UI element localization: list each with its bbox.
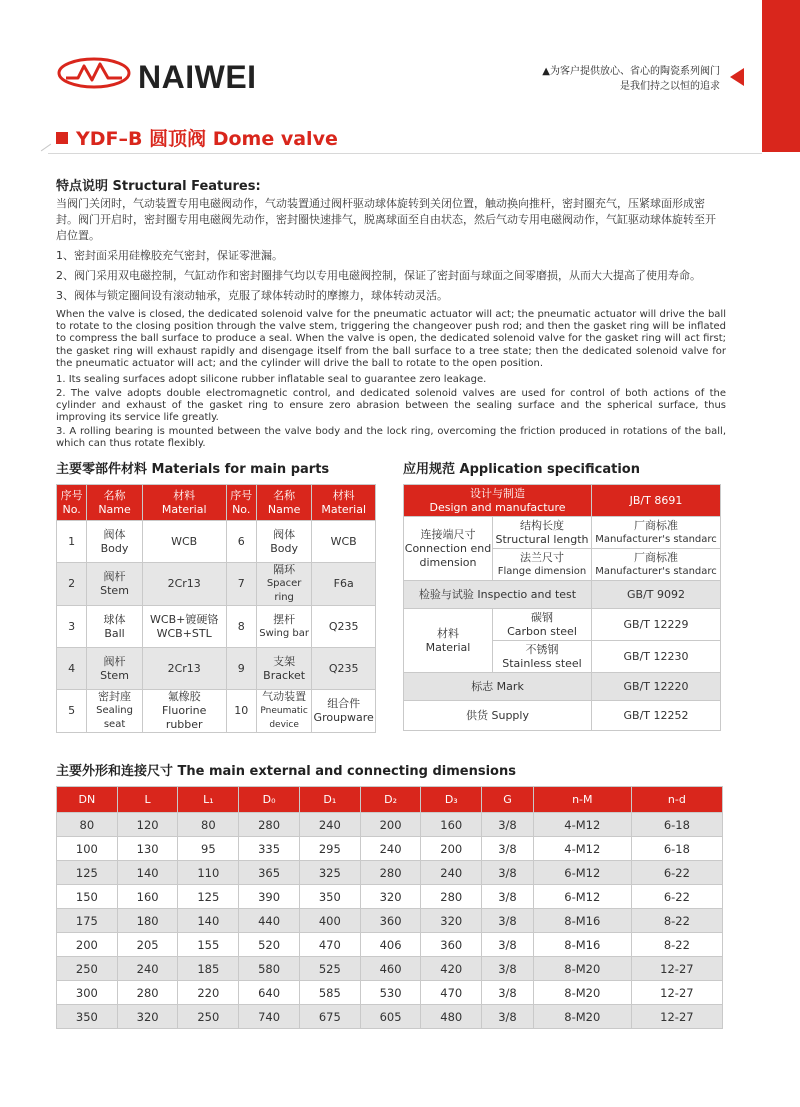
table-cell: 440 [239, 909, 300, 933]
dimensions-heading: 主要外形和连接尺寸 The main external and connecting dimensions [56, 764, 516, 779]
table-cell: 7 [226, 563, 256, 606]
table-cell: 气动装置 Pneumatic device [256, 690, 312, 733]
table-cell: 295 [299, 837, 360, 861]
table-row [57, 837, 723, 861]
table-cell: 240 [360, 837, 421, 861]
table-cell: 480 [421, 1005, 482, 1029]
table-cell: 585 [299, 981, 360, 1005]
table-cell: 6-M12 [533, 885, 631, 909]
table-cell: 250 [178, 1005, 239, 1029]
table-cell: 3/8 [482, 957, 534, 981]
table-cell: 150 [57, 885, 118, 909]
features-cn-point-3: 3、阀体与锁定圈间设有滚动轴承，克服了球体转动时的摩擦力，球体转动灵活。 [56, 289, 448, 302]
dimensions-header-row [57, 787, 723, 813]
col-header: 序号 No. [57, 485, 87, 521]
table-cell: 8-22 [631, 909, 722, 933]
col-header: D₁ [299, 787, 360, 813]
col-header: L [117, 787, 178, 813]
table-cell: 200 [421, 837, 482, 861]
table-cell: 4-M12 [533, 813, 631, 837]
table-cell: 8-M20 [533, 1005, 631, 1029]
divider-tick [41, 144, 51, 152]
table-cell: 250 [57, 957, 118, 981]
table-cell: 140 [117, 861, 178, 885]
divider [48, 153, 762, 154]
brand-name: NAIWEI [138, 59, 257, 95]
red-corner-bar [762, 0, 800, 152]
table-cell: 8 [226, 606, 256, 648]
table-row [404, 609, 721, 641]
table-cell: GB/T 12230 [592, 641, 721, 673]
table-cell: 3 [57, 606, 87, 648]
table-cell: GB/T 12220 [592, 673, 721, 701]
table-cell: 160 [117, 885, 178, 909]
table-cell: 9 [226, 648, 256, 690]
table-cell: 设计与制造 Design and manufacture [404, 485, 592, 517]
table-cell: 350 [57, 1005, 118, 1029]
table-cell: 8-M16 [533, 909, 631, 933]
table-cell: 120 [117, 813, 178, 837]
table-cell: 碳钢 Carbon steel [493, 609, 592, 641]
brand-logo [56, 56, 306, 96]
table-cell: 175 [57, 909, 118, 933]
table-cell: 360 [360, 909, 421, 933]
table-cell: 160 [421, 813, 482, 837]
table-cell: 隔环 Spacer ring [256, 563, 312, 606]
table-cell: 740 [239, 1005, 300, 1029]
table-cell: 280 [117, 981, 178, 1005]
table-row [404, 581, 721, 609]
table-cell: 180 [117, 909, 178, 933]
table-row [57, 909, 723, 933]
col-header: 名称 Name [87, 485, 143, 521]
table-cell: 200 [57, 933, 118, 957]
table-cell: 阀杆 Stem [87, 563, 143, 606]
table-cell: 320 [360, 885, 421, 909]
table-cell: 520 [239, 933, 300, 957]
table-cell: 3/8 [482, 837, 534, 861]
table-cell: 6 [226, 521, 256, 563]
slogan [542, 64, 720, 94]
table-cell: F6a [312, 563, 376, 606]
table-cell: 390 [239, 885, 300, 909]
table-row [57, 933, 723, 957]
features-cn-point-1: 1、密封面采用硅橡胶充气密封，保证零泄漏。 [56, 249, 283, 262]
table-cell: WCB+镀硬铬 WCB+STL [142, 606, 226, 648]
features-en-point-2: 2. The valve adopts double electromagnetic control, and dedicated solenoid valves are used for control of both actions of the cylinder and exhaust of the gasket ring to ensure zero abrasion between the sealing surface and the spherical surface, thus improving its service life greatly. [56, 388, 726, 424]
table-cell: 2 [57, 563, 87, 606]
table-cell: 420 [421, 957, 482, 981]
table-cell: 支架 Bracket [256, 648, 312, 690]
table-cell: 240 [117, 957, 178, 981]
table-cell: 6-M12 [533, 861, 631, 885]
red-triangle-icon [730, 68, 744, 86]
table-cell: 605 [360, 1005, 421, 1029]
table-cell: 厂商标准 Manufacturer's standarc [592, 517, 721, 549]
table-cell: 335 [239, 837, 300, 861]
table-cell: 2Cr13 [142, 563, 226, 606]
square-bullet-icon [56, 132, 68, 144]
col-header: D₃ [421, 787, 482, 813]
col-header: D₂ [360, 787, 421, 813]
table-cell: 350 [299, 885, 360, 909]
table-cell: 3/8 [482, 885, 534, 909]
table-cell: 3/8 [482, 933, 534, 957]
table-cell: 80 [57, 813, 118, 837]
table-cell: 1 [57, 521, 87, 563]
table-cell: 8-22 [631, 933, 722, 957]
table-cell: 580 [239, 957, 300, 981]
table-cell: 4-M12 [533, 837, 631, 861]
table-cell: 检验与试验 Inspectio and test [404, 581, 592, 609]
col-header: n-M [533, 787, 631, 813]
table-cell: 525 [299, 957, 360, 981]
table-cell: 100 [57, 837, 118, 861]
table-cell: 205 [117, 933, 178, 957]
table-cell: Q235 [312, 648, 376, 690]
table-row [57, 813, 723, 837]
table-cell: GB/T 9092 [592, 581, 721, 609]
table-cell: JB/T 8691 [592, 485, 721, 517]
table-cell: 密封座 Sealing seat [87, 690, 143, 733]
materials-heading: 主要零部件材料 Materials for main parts [56, 462, 330, 477]
table-cell: 厂商标准 Manufacturer's standarc [592, 549, 721, 581]
table-cell: GB/T 12229 [592, 609, 721, 641]
col-header: n-d [631, 787, 722, 813]
materials-header-row [57, 485, 376, 521]
table-cell: 连接端尺寸 Connection end dimension [404, 517, 493, 581]
col-header: D₀ [239, 787, 300, 813]
table-row [57, 957, 723, 981]
features-cn-intro: 当阀门关闭时，气动装置专用电磁阀动作，气动装置通过阀杆驱动球体旋转到关闭位置，触动换向推杆，密封圈充气，压紧球面形成密封。阀门开启时，密封圈专用电磁阀先动作，密封圈快速排气，脱离球面至自由状态，然后气动专用电磁阀动作，气缸驱动球体旋转至开启位置。 [56, 197, 716, 242]
table-cell: 5 [57, 690, 87, 733]
table-cell: 3/8 [482, 909, 534, 933]
table-row [404, 673, 721, 701]
table-cell: 125 [178, 885, 239, 909]
table-cell: 125 [57, 861, 118, 885]
table-cell: WCB [142, 521, 226, 563]
table-cell: 3/8 [482, 813, 534, 837]
table-row [57, 1005, 723, 1029]
table-cell: GB/T 12252 [592, 701, 721, 731]
table-cell: 325 [299, 861, 360, 885]
table-cell: 不锈钢 Stainless steel [493, 641, 592, 673]
features-cn-point-2: 2、阀门采用双电磁控制，气缸动作和密封圈排气均以专用电磁阀控制，保证了密封面与球面之间零磨损，从而大大提高了使用寿命。 [56, 269, 701, 282]
table-cell: 675 [299, 1005, 360, 1029]
table-cell: 400 [299, 909, 360, 933]
table-cell: Q235 [312, 606, 376, 648]
table-cell: 460 [360, 957, 421, 981]
table-cell: 4 [57, 648, 87, 690]
table-cell: 3/8 [482, 981, 534, 1005]
table-cell: 2Cr13 [142, 648, 226, 690]
table-row [57, 521, 376, 563]
table-cell: 8-M20 [533, 957, 631, 981]
table-cell: 12-27 [631, 957, 722, 981]
table-cell: 供货 Supply [404, 701, 592, 731]
table-row [404, 701, 721, 731]
table-cell: 6-18 [631, 813, 722, 837]
page-title [56, 124, 338, 151]
table-cell: 240 [299, 813, 360, 837]
application-table [403, 484, 721, 731]
table-cell: 155 [178, 933, 239, 957]
table-cell: 365 [239, 861, 300, 885]
col-header: L₁ [178, 787, 239, 813]
table-cell: 280 [421, 885, 482, 909]
table-cell: 组合件 Groupware [312, 690, 376, 733]
table-row [57, 981, 723, 1005]
table-row [404, 517, 721, 549]
table-cell: 阀体 Body [87, 521, 143, 563]
table-cell: 130 [117, 837, 178, 861]
table-cell: 8-M16 [533, 933, 631, 957]
table-cell: 80 [178, 813, 239, 837]
table-row [57, 606, 376, 648]
dimensions-table [56, 786, 723, 1029]
table-row [57, 648, 376, 690]
table-cell: 12-27 [631, 981, 722, 1005]
table-cell: 6-18 [631, 837, 722, 861]
materials-table [56, 484, 376, 733]
table-row [57, 885, 723, 909]
table-cell: 材料 Material [404, 609, 493, 673]
table-cell: 3/8 [482, 1005, 534, 1029]
table-row [57, 563, 376, 606]
table-cell: 320 [421, 909, 482, 933]
col-header: DN [57, 787, 118, 813]
table-cell: 530 [360, 981, 421, 1005]
table-cell: 320 [117, 1005, 178, 1029]
table-cell: 标志 Mark [404, 673, 592, 701]
table-cell: 220 [178, 981, 239, 1005]
features-en-intro: When the valve is closed, the dedicated solenoid valve for the pneumatic actuator will act; the pneumatic actuator will drive the ball to rotate to the closing position through the valve stem, triggering the changeover push rod; and then the gasket ring will be inflated to compress the ball surface to produce a seal. When the valve is open, the dedicated solenoid valve for the gasket ring will act first; the gasket ring will exhaust rapidly and disengage itself from the ball surface to a tree state; then the dedicated solenoid valve for the pneumatic actuator will act; and the cylinder will drive the ball to rotate to the open position. [56, 309, 726, 369]
table-cell: 360 [421, 933, 482, 957]
table-row [57, 690, 376, 733]
table-cell: 470 [421, 981, 482, 1005]
table-cell: 95 [178, 837, 239, 861]
table-cell: 140 [178, 909, 239, 933]
col-header: 序号 No. [226, 485, 256, 521]
slogan-line2: 是我们持之以恒的追求 [620, 81, 720, 92]
slogan-line1: ▲为客户提供放心、省心的陶瓷系列阀门 [542, 66, 720, 77]
features-heading: 特点说明 Structural Features: [56, 179, 261, 194]
table-cell: 280 [239, 813, 300, 837]
table-cell: 法兰尺寸 Flange dimension [493, 549, 592, 581]
table-cell: 280 [360, 861, 421, 885]
table-cell: 200 [360, 813, 421, 837]
table-row [404, 485, 721, 517]
col-header: 材料 Material [142, 485, 226, 521]
table-cell: 氟橡胶 Fluorine rubber [142, 690, 226, 733]
table-cell: 3/8 [482, 861, 534, 885]
table-cell: 640 [239, 981, 300, 1005]
col-header: G [482, 787, 534, 813]
table-cell: 185 [178, 957, 239, 981]
page-title-text: YDF–B 圆顶阀 Dome valve [76, 128, 338, 150]
table-cell: WCB [312, 521, 376, 563]
features-en-point-3: 3. A rolling bearing is mounted between the valve body and the lock ring, overcoming the friction produced in rotations of the ball, which can thus rotate flexibly. [56, 426, 726, 450]
table-cell: 结构长度 Structural length [493, 517, 592, 549]
table-cell: 6-22 [631, 861, 722, 885]
table-cell: 110 [178, 861, 239, 885]
table-cell: 8-M20 [533, 981, 631, 1005]
table-cell: 12-27 [631, 1005, 722, 1029]
table-row [57, 861, 723, 885]
features-en-point-1: 1. Its sealing surfaces adopt silicone rubber inflatable seal to guarantee zero leakage. [56, 374, 487, 385]
table-cell: 10 [226, 690, 256, 733]
table-cell: 470 [299, 933, 360, 957]
table-cell: 阀杆 Stem [87, 648, 143, 690]
col-header: 材料 Material [312, 485, 376, 521]
table-cell: 406 [360, 933, 421, 957]
logo-emblem-icon [56, 56, 134, 90]
table-cell: 240 [421, 861, 482, 885]
application-heading: 应用规范 Application specification [403, 462, 640, 477]
table-cell: 球体 Ball [87, 606, 143, 648]
col-header: 名称 Name [256, 485, 312, 521]
table-cell: 6-22 [631, 885, 722, 909]
table-cell: 摆杆 Swing bar [256, 606, 312, 648]
table-cell: 阀体 Body [256, 521, 312, 563]
table-cell: 300 [57, 981, 118, 1005]
